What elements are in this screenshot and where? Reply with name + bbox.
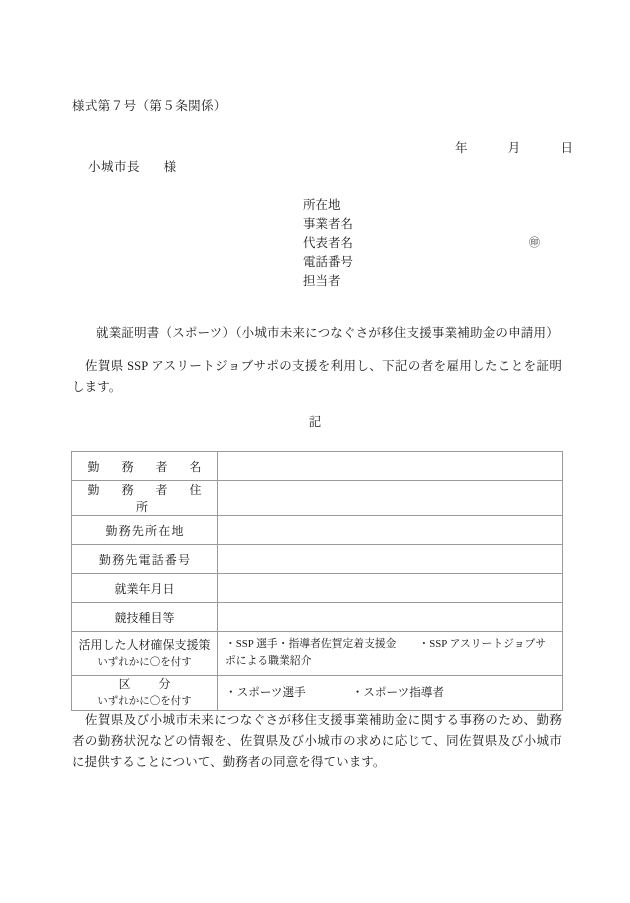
issuer-row-business-name bbox=[303, 215, 563, 234]
table-row bbox=[72, 676, 563, 711]
row-value-sport-event[interactable] bbox=[218, 603, 563, 632]
row-label-workplace-phone bbox=[72, 545, 218, 574]
document-title: 就業証明書（スポーツ）（小城市未来につなぐさが移住支援事業補助金の申請用） bbox=[96, 326, 559, 340]
label-text: 就業年月日 bbox=[114, 581, 175, 596]
table-row bbox=[72, 603, 563, 632]
support-measure-option-2[interactable]: ・SSP アスリートジョブサポによる職業紹介 bbox=[225, 638, 547, 667]
issuer-row-representative bbox=[303, 234, 563, 253]
addressee bbox=[88, 157, 177, 175]
issuer-block bbox=[303, 196, 563, 291]
issuer-row-contact bbox=[303, 272, 563, 291]
value-text bbox=[218, 494, 562, 503]
label-text: 競技種目等 bbox=[114, 610, 175, 625]
label-sub-text: いずれかに〇を付す bbox=[97, 696, 192, 707]
label-main-text: 活用した人材確保支援策 bbox=[78, 637, 211, 652]
label-text: 勤務先所在地 bbox=[105, 523, 185, 538]
label-text: 勤 務 者 名 bbox=[87, 459, 207, 474]
category-options bbox=[218, 677, 562, 710]
table-row bbox=[72, 481, 563, 516]
row-label-employment-date bbox=[72, 574, 218, 603]
date-month-label: 月 bbox=[507, 141, 521, 155]
value-text bbox=[218, 555, 562, 564]
row-label-sport-event bbox=[72, 603, 218, 632]
issuer-row-phone bbox=[303, 253, 563, 272]
issuer-row-location bbox=[303, 196, 563, 215]
table-row bbox=[72, 545, 563, 574]
value-text bbox=[218, 584, 562, 593]
issuer-phone-label: 電話番号 bbox=[303, 255, 354, 269]
employment-details-table bbox=[71, 451, 563, 711]
row-label-workplace-address bbox=[72, 516, 218, 545]
category-option-coach[interactable]: ・スポーツ指導者 bbox=[351, 685, 444, 699]
row-value-support-measure[interactable] bbox=[218, 632, 563, 676]
issuer-representative-label: 代表者名 bbox=[303, 236, 354, 250]
value-text bbox=[218, 462, 562, 471]
addressee-honorific: 様 bbox=[163, 160, 177, 174]
issuer-location-label: 所在地 bbox=[303, 198, 341, 212]
row-value-workplace-address[interactable] bbox=[218, 516, 563, 545]
value-text bbox=[218, 526, 562, 535]
ki-mark: 記 bbox=[308, 415, 322, 429]
row-value-worker-address[interactable] bbox=[218, 481, 563, 516]
table-row bbox=[72, 452, 563, 481]
table-row bbox=[72, 632, 563, 676]
label-text: 勤務先電話番号 bbox=[98, 552, 192, 567]
row-label-worker-name bbox=[72, 452, 218, 481]
date-line bbox=[455, 138, 573, 156]
row-value-category[interactable] bbox=[218, 676, 563, 711]
row-value-workplace-phone[interactable] bbox=[218, 545, 563, 574]
seal-icon: ㊞ bbox=[529, 237, 540, 249]
row-label-worker-address bbox=[72, 481, 224, 516]
label-sub-text: いずれかに〇を付す bbox=[97, 656, 192, 668]
form-number: 様式第７号（第５条関係） bbox=[72, 99, 227, 113]
row-value-worker-name[interactable] bbox=[218, 452, 563, 481]
date-year-label: 年 bbox=[455, 141, 468, 155]
row-value-employment-date[interactable] bbox=[218, 574, 563, 603]
issuer-business-name-label: 事業者名 bbox=[303, 217, 354, 231]
support-measure-options bbox=[218, 632, 562, 675]
issuer-contact-label: 担当者 bbox=[303, 274, 341, 288]
label-text: 勤 務 者 住 所 bbox=[87, 483, 224, 514]
table-row bbox=[72, 516, 563, 545]
row-label-category bbox=[72, 676, 218, 711]
category-option-athlete[interactable]: ・スポーツ選手 bbox=[225, 685, 306, 699]
row-label-support-measure bbox=[72, 632, 218, 676]
consent-note: 佐賀県及び小城市未来につなぐさが移住支援事業補助金に関する事務のため、勤務者の勤務状況などの情報を、佐賀県及び小城市の求めに応じて、同佐賀県及び小城市に提供することについて、勤務者の同意を得ています。 bbox=[72, 713, 562, 769]
value-text bbox=[218, 613, 562, 622]
intro-paragraph: 佐賀県 SSP アスリートジョブサポの支援を利用し、下記の者を雇用したことを証明します。 bbox=[72, 359, 562, 394]
label-main-text: 区 分 bbox=[118, 677, 179, 691]
table-row bbox=[72, 574, 563, 603]
addressee-name: 小城市長 bbox=[88, 160, 141, 174]
date-day-label: 日 bbox=[560, 141, 574, 155]
support-measure-option-1[interactable]: ・SSP 選手・指導者佐賀定着支援金 bbox=[225, 638, 397, 650]
